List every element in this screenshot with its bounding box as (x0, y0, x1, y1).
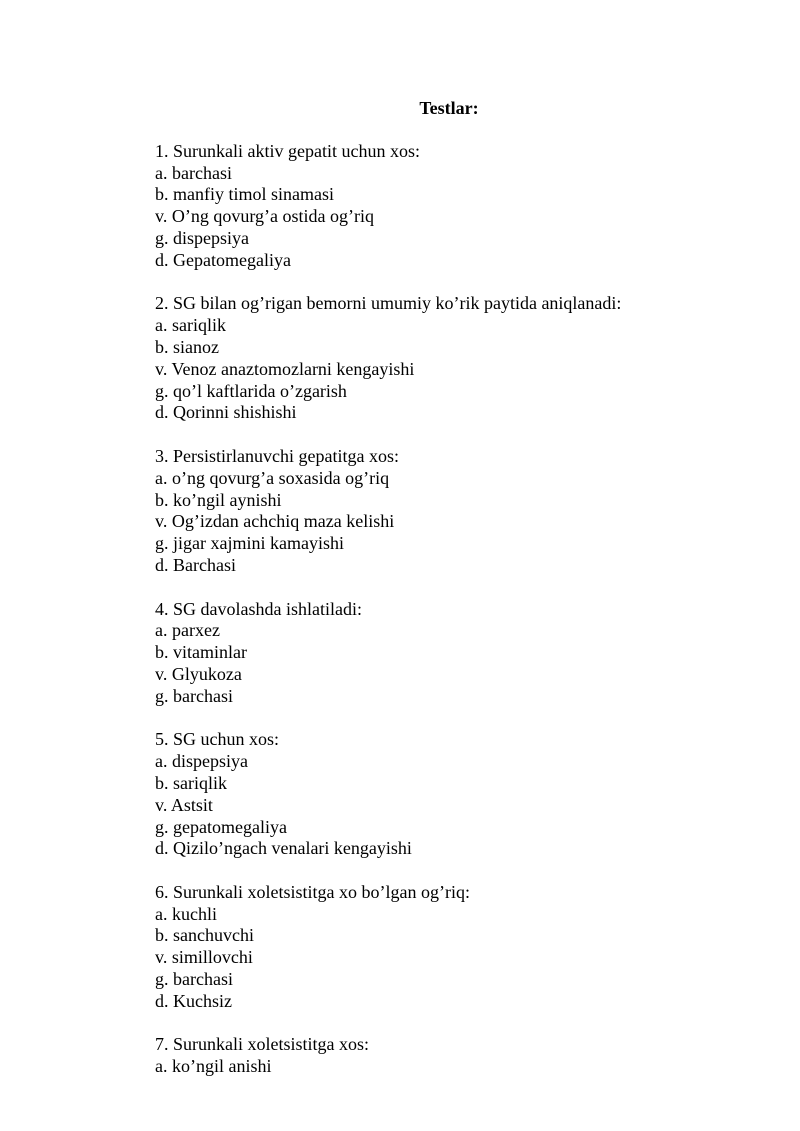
answer-option: v. Astsit (155, 794, 213, 815)
answer-option: a. dispepsiya (155, 751, 248, 772)
answer-option: v. simillovchi (155, 947, 253, 968)
question-text: 2. SG bilan og’rigan bemorni umumiy ko’rik paytida aniqlanadi: (155, 293, 622, 314)
answer-option: g. gepatomegaliya (155, 816, 287, 837)
answer-option: a. parxez (155, 620, 220, 641)
answer-option: d. Barchasi (155, 554, 236, 575)
question-text: 6. Surunkali xoletsistitga xo bo’lgan og’riq: (155, 881, 470, 902)
answer-option: b. vitaminlar (155, 642, 247, 663)
answer-option: a. kuchli (155, 903, 217, 924)
answer-option: v. Venoz anaztomozlarni kengayishi (155, 358, 415, 379)
question-7 (155, 1034, 755, 1078)
question-2 (155, 293, 755, 424)
question-1 (155, 141, 755, 272)
question-text: 1. Surunkali aktiv gepatit uchun xos: (155, 140, 420, 161)
answer-option: d. Kuchsiz (155, 990, 232, 1011)
page-title: Testlar: (419, 98, 479, 118)
question-4 (155, 599, 755, 708)
question-text: 4. SG davolashda ishlatiladi: (155, 598, 362, 619)
answer-option: a. sariqlik (155, 315, 226, 336)
answer-option: d. Qizilo’ngach venalari kengayishi (155, 838, 412, 859)
question-text: 5. SG uchun xos: (155, 729, 280, 750)
question-text: 3. Persistirlanuvchi gepatitga xos: (155, 445, 399, 466)
answer-option: b. sianoz (155, 336, 219, 357)
document-page (155, 97, 755, 1078)
answer-option: b. manfiy timol sinamasi (155, 184, 334, 205)
question-text: 7. Surunkali xoletsistitga xos: (155, 1034, 369, 1055)
answer-option: v. O’ng qovurg’a ostida og’riq (155, 206, 374, 227)
answer-option: g. jigar xajmini kamayishi (155, 533, 344, 554)
answer-option: d. Gepatomegaliya (155, 249, 291, 270)
question-6 (155, 882, 755, 1013)
answer-option: g. barchasi (155, 969, 233, 990)
answer-option: d. Qorinni shishishi (155, 402, 297, 423)
answer-option: g. dispepsiya (155, 227, 249, 248)
answer-option: b. sanchuvchi (155, 925, 254, 946)
answer-option: a. barchasi (155, 162, 232, 183)
answer-option: a. ko’ngil anishi (155, 1056, 272, 1077)
answer-option: b. ko’ngil aynishi (155, 489, 282, 510)
question-3 (155, 446, 755, 577)
answer-option: a. o’ng qovurg’a soxasida og’riq (155, 467, 390, 488)
question-5 (155, 729, 755, 860)
answer-option: v. Glyukoza (155, 663, 242, 684)
answer-option: v. Og’izdan achchiq maza kelishi (155, 511, 395, 532)
answer-option: g. barchasi (155, 685, 233, 706)
answer-option: b. sariqlik (155, 772, 227, 793)
answer-option: g. qo’l kaftlarida o’zgarish (155, 380, 347, 401)
